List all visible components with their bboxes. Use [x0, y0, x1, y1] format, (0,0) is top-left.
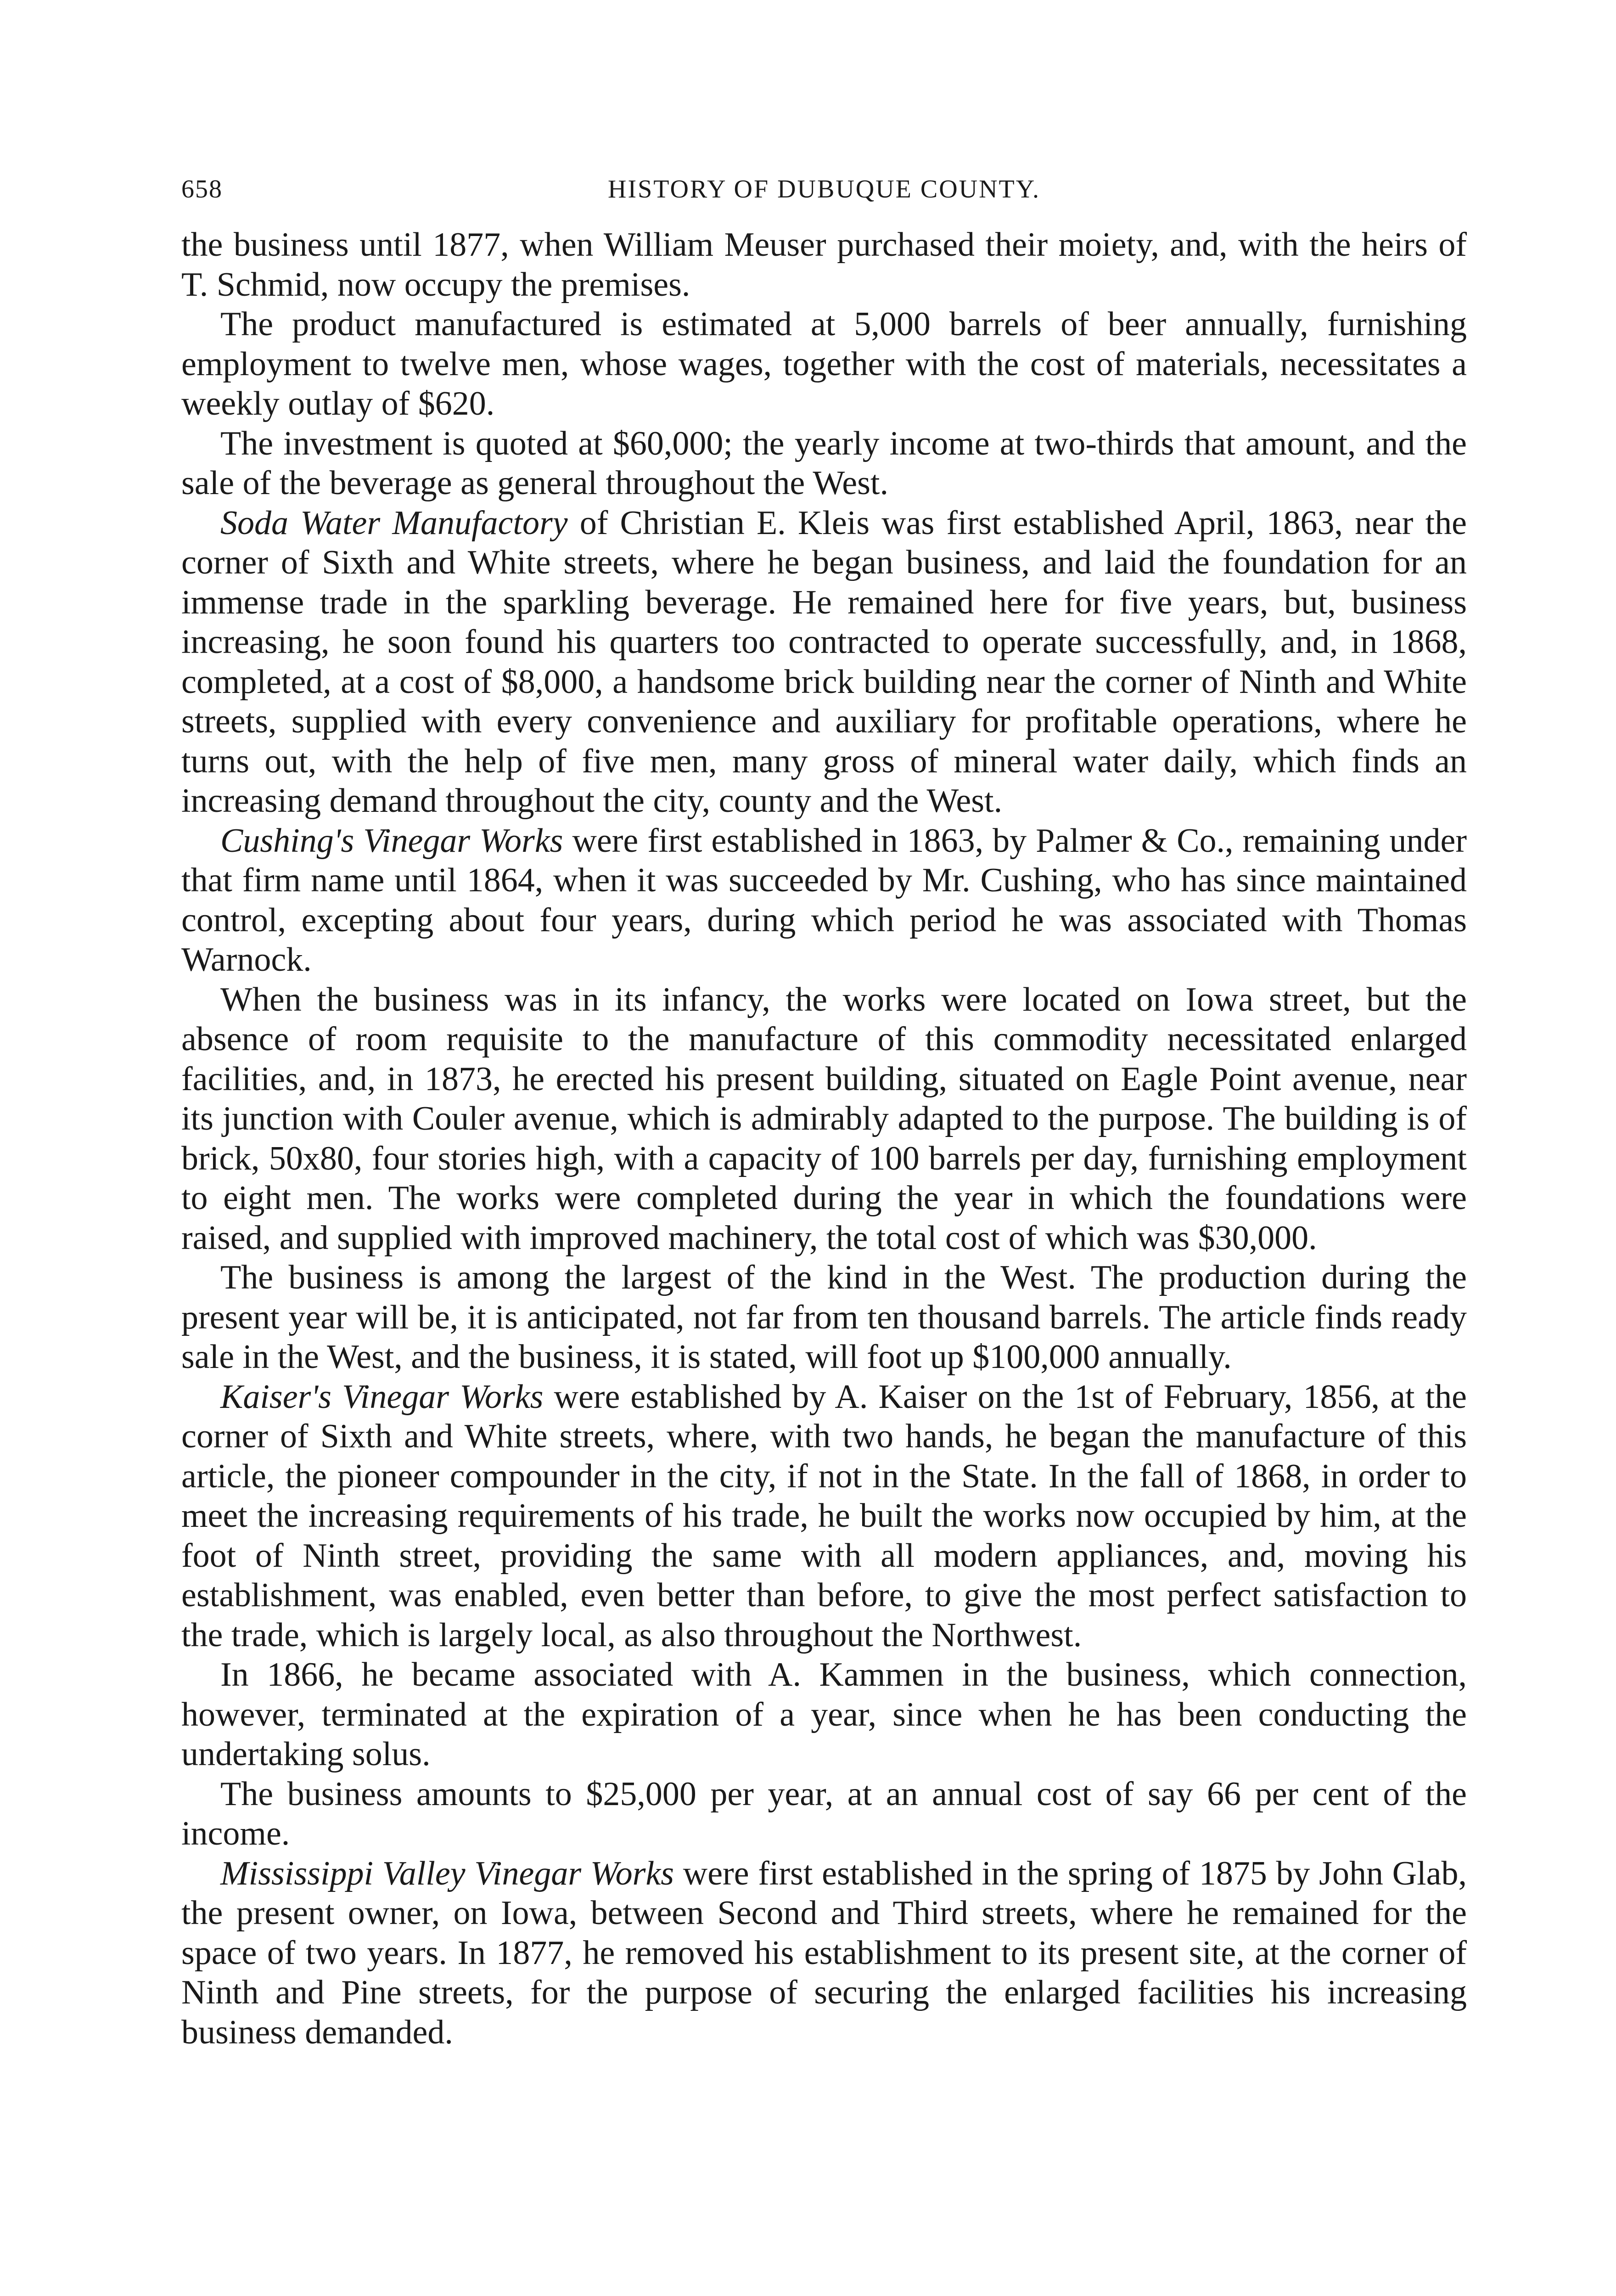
- paragraph: [181, 821, 1467, 980]
- paragraph: [181, 424, 1467, 503]
- paragraph-text: When the business was in its infancy, the works were located on Iowa street, but the absence of room requisite to the manufacture of this commodity necessitated enlarged facilities, and, in 1873, he erected his present building, situated on Eagle Point avenue, near its junction with Couler avenue, which is admirably adapted to the purpose. The building is of brick, 50x80, four stories high, with a capacity of 100 barrels per day, furnishing employment to eight men. The works were completed during the year in which the foundations were raised, and supplied with improved machinery, the total cost of which was $30,000.: [181, 980, 1467, 1257]
- paragraph: [181, 1258, 1467, 1377]
- paragraph-text: The business is among the largest of the kind in the West. The production during the present year will be, it is anticipated, not far from ten thousand barrels. The article finds ready sale in the West, and the business, it is stated, will foot up $100,000 annually.: [181, 1259, 1467, 1376]
- paragraph-text: The product manufactured is estimated at 5,000 barrels of beer annually, furnishing employment to twelve men, whose wages, together with the cost of materials, necessitates a weekly outlay of $620.: [181, 305, 1467, 422]
- paragraph: [181, 980, 1467, 1258]
- page-header: [181, 174, 1467, 225]
- paragraph: [181, 225, 1467, 304]
- paragraph-text: the business until 1877, when William Meuser purchased their moiety, and, with the heirs of T. Schmid, now occupy the premises.: [181, 226, 1467, 304]
- paragraph-text: were established by A. Kaiser on the 1st of February, 1856, at the corner of Sixth and White streets, where, with two hands, he began the manufacture of this article, the pioneer compounder in the city, if not in the State. In the fall of 1868, in order to meet the increasing requirements of his trade, he built the works now occupied by him, at the foot of Ninth street, providing the same with all modern appliances, and, moving his establishment, was enabled, even better than before, to give the most perfect satisfaction to the trade, which is largely local, as also throughout the Northwest.: [181, 1378, 1467, 1654]
- paragraph: [181, 1774, 1467, 1854]
- paragraph-text: In 1866, he became associated with A. Kammen in the business, which connection, however, terminated at the expiration of a year, since when he has been conducting the undertaking solus.: [181, 1656, 1467, 1773]
- paragraph-text: The business amounts to $25,000 per year, at an annual cost of say 66 per cent of the income.: [181, 1775, 1467, 1852]
- paragraph: [181, 1854, 1467, 2053]
- paragraph-text: were first established in 1863, by Palmer & Co., remaining under that firm name until 1864, when it was succeeded by Mr. Cushing, who has since maintained control, excepting about four years, during which period he was associated with Thomas Warnock.: [181, 822, 1467, 979]
- paragraph-text: were first established in the spring of 1875 by John Glab, the present owner, on Iowa, between Second and Third streets, where he remained for the space of two years. In 1877, he removed his establishment to its present site, at the corner of Ninth and Pine streets, for the purpose of securing the enlarged facilities his increasing business demanded.: [181, 1854, 1467, 2051]
- section-lead-title: Mississippi Valley Vinegar Works: [220, 1854, 674, 1892]
- paragraph-text: of Christian E. Kleis was first established April, 1863, near the corner of Sixth and White streets, where he began business, and laid the foundation for an immense trade in the sparkling beverage. He remained here for five years, but, business increasing, he soon found his quarters too contracted to operate successfully, and, in 1868, completed, at a cost of $8,000, a handsome brick building near the corner of Ninth and White streets, supplied with every convenience and auxiliary for profitable operations, where he turns out, with the help of five men, many gross of mineral water daily, which finds an increasing demand throughout the city, county and the West.: [181, 504, 1467, 820]
- paragraph: [181, 1655, 1467, 1774]
- running-title: HISTORY OF DUBUQUE COUNTY.: [608, 175, 1040, 203]
- section-lead-title: Soda Water Manufactory: [220, 504, 568, 542]
- body-text: [181, 225, 1467, 2052]
- page-number: 658: [181, 175, 223, 203]
- paragraph: [181, 1377, 1467, 1655]
- section-lead-title: Cushing's Vinegar Works: [220, 822, 563, 860]
- paragraph: [181, 304, 1467, 424]
- paragraph: [181, 503, 1467, 821]
- book-page: [181, 174, 1467, 2052]
- section-lead-title: Kaiser's Vinegar Works: [220, 1378, 544, 1416]
- paragraph-text: The investment is quoted at $60,000; the yearly income at two-thirds that amount, and the sale of the beverage as general throughout the West.: [181, 424, 1467, 502]
